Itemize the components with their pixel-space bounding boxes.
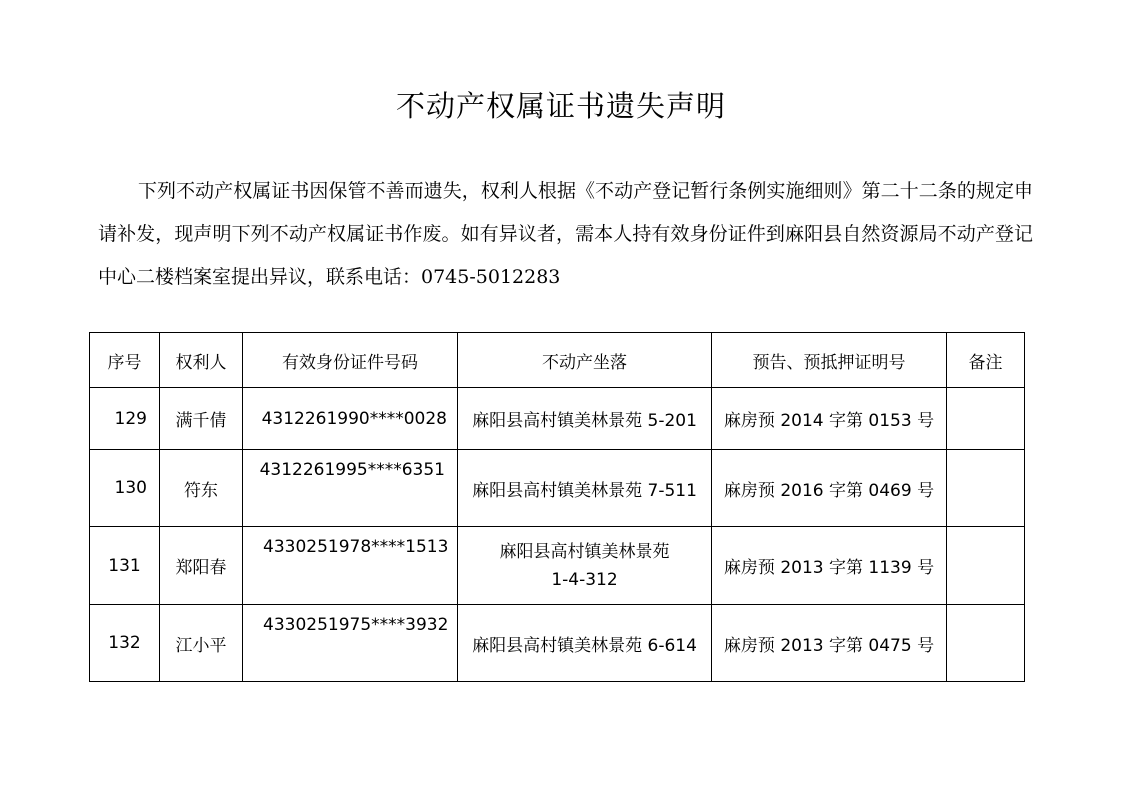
row-owner: 郑阳春 [160,527,243,605]
table-row [90,450,1025,527]
row-owner: 符东 [160,450,243,527]
row-remark [947,388,1025,450]
row-location-line1: 麻阳县高村镇美林景苑 [499,541,670,562]
row-owner: 江小平 [160,605,243,682]
header-id-number: 有效身份证件号码 [243,333,458,388]
table-row [90,388,1025,450]
row-location: 麻阳县高村镇美林景苑 7-511 [458,450,712,527]
row-no: 130 [90,450,160,527]
row-no: 129 [90,388,160,450]
table-header-row [90,333,1025,388]
row-no: 131 [90,527,160,605]
table-row [90,527,1025,605]
lost-certificate-table [89,332,1025,682]
row-location [458,527,712,605]
row-certificate-number: 麻房预 2014 字第 0153 号 [712,388,947,450]
row-id-number: 4312261995****6351 [243,450,458,527]
table-row [90,605,1025,682]
notice-paragraph: 下列不动产权属证书因保管不善而遗失，权利人根据《不动产登记暂行条例实施细则》第二十二条的规定申请补发，现声明下列不动产权属证书作废。如有异议者，需本人持有效身份证件到麻阳县自然资源局不动产登记中心二楼档案室提出异议，联系电话：0745-5012283 [98,180,1033,288]
row-remark [947,450,1025,527]
row-id-number: 4312261990****0028 [243,388,458,450]
header-remark: 备注 [947,333,1025,388]
row-id-number: 4330251975****3932 [243,605,458,682]
header-location: 不动产坐落 [458,333,712,388]
row-no: 132 [90,605,160,682]
row-certificate-number: 麻房预 2013 字第 0475 号 [712,605,947,682]
document-title: 不动产权属证书遗失声明 [395,89,726,123]
row-id-number: 4330251978****1513 [243,527,458,605]
row-certificate-number: 麻房预 2013 字第 1139 号 [712,527,947,605]
row-location: 麻阳县高村镇美林景苑 5-201 [458,388,712,450]
row-remark [947,527,1025,605]
header-certificate-number: 预告、预抵押证明号 [712,333,947,388]
row-certificate-number: 麻房预 2016 字第 0469 号 [712,450,947,527]
row-owner: 满千倩 [160,388,243,450]
header-owner: 权利人 [160,333,243,388]
row-location: 麻阳县高村镇美林景苑 6-614 [458,605,712,682]
header-no: 序号 [90,333,160,388]
row-location-line2: 1-4-312 [551,569,618,590]
row-remark [947,605,1025,682]
